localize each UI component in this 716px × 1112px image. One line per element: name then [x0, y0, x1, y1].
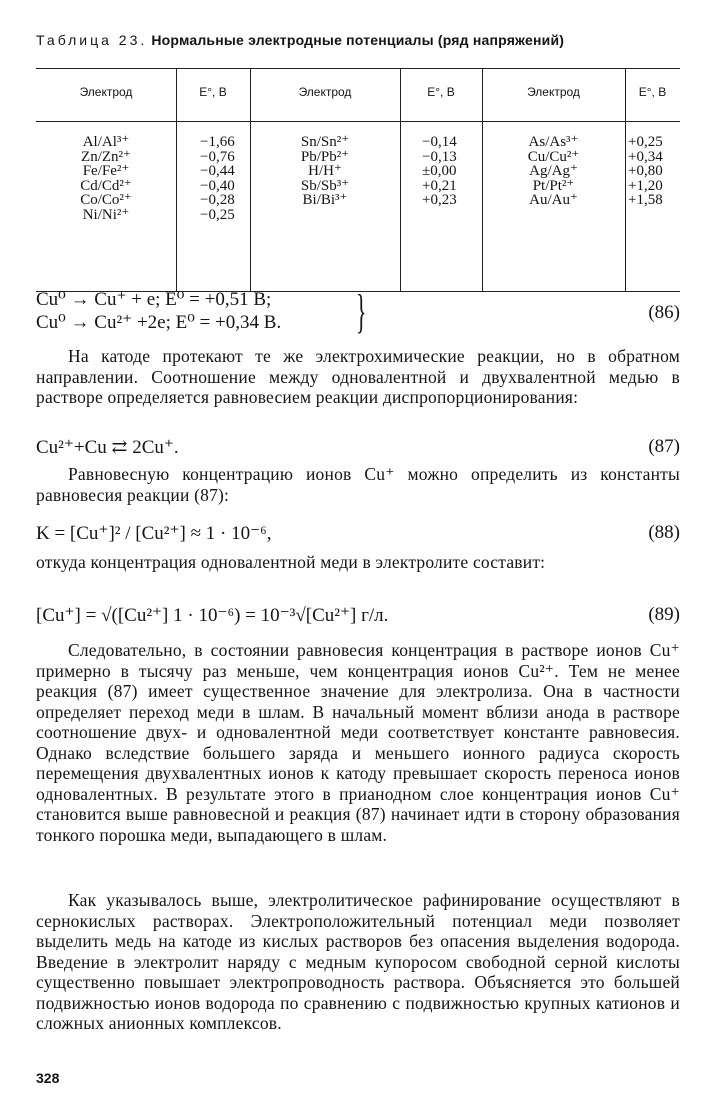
paragraph-1: На катоде протекают те же электрохимические реакции, но в обратном направлении. Соотношение между одновалентной и двухвалентной медью в растворе определяется равновесием реакции диспропорционирования: [36, 346, 680, 407]
col3-electrodes: As/As³⁺ Cu/Cu²⁺ Ag/Ag⁺ Pt/Pt²⁺ Au/Au⁺ [527, 134, 580, 209]
equation-88: K = [Cu⁺]² / [Cu²⁺] ≈ 1 · 10⁻⁶, [36, 523, 272, 544]
equation-89-number: (89) [648, 604, 680, 625]
potentials-table [36, 68, 680, 292]
col2-electrodes: Sn/Sn²⁺ Pb/Pb²⁺ H/H⁺ Sb/Sb³⁺ Bi/Bi³⁺ [300, 134, 350, 209]
col1-electrodes: Al/Al³⁺ Zn/Zn²⁺ Fe/Fe²⁺ Cd/Cd²⁺ Co/Co²⁺ Ni/Ni²⁺ [80, 134, 132, 223]
equation-86-number: (86) [648, 302, 680, 323]
table-caption [36, 32, 680, 48]
table-caption-title: Нормальные электродные потенциалы (ряд напряжений) [151, 32, 565, 48]
page-number: 328 [36, 1070, 60, 1086]
equation-88-number: (88) [648, 522, 680, 543]
header-potential-3: E°, В [638, 85, 667, 99]
paragraph-2: Равновесную концентрацию ионов Cu⁺ можно определить из константы равновесия реакции (87): [36, 464, 680, 505]
paragraph-5: Как указывалось выше, электролитическое рафинирование осуществляют в сернокислых растворах. Электроположительный потенциал меди позволяет выделить медь на катоде из кислых растворов без опасения выделения водорода. Введение в электролит наряду с медным купоросом свободной серной кислоты существенно повышает электропроводность раствора. Объясняется это большей подвижностью ионов водорода по сравнению с подвижностью крупных катионов и сложных анионных комплексов. [36, 890, 680, 1033]
equation-89: [Cu⁺] = √([Cu²⁺] 1 · 10⁻⁶) = 10⁻³√[Cu²⁺] г/л. [36, 605, 389, 626]
header-potential-2: E°, В [427, 85, 455, 99]
col2-values: −0,14 −0,13 ±0,00 +0,21 +0,23 [422, 134, 457, 209]
table-caption-lead: Таблица 23. [36, 32, 148, 48]
equation-86-line2: Cu⁰ → Cu²⁺ +2e; E⁰ = +0,34 В. [36, 312, 282, 333]
header-potential-1: E°, В [199, 85, 227, 99]
paragraph-4: Следовательно, в состоянии равновесия концентрация в растворе ионов Cu⁺ примерно в тысячу раз меньше, чем концентрация ионов Cu²⁺. Тем не менее реакция (87) имеет существенное значение для электролиза. Она в частности определяет переход меди в шлам. В начальный момент вблизи анода в растворе соотношение двух- и одновалентной меди соответствует константе равновесия. Однако вследствие большего заряда и меньшего ионного радиуса скорость перемещения двухвалентных ионов к катоду превышает скорость переноса ионов одновалентных. В результате этого в прианодном слое концентрация ионов Cu⁺ становится выше равновесной и реакция (87) начинает идти в сторону образования тонкого порошка меди, выпадающего в шлам. [36, 640, 680, 845]
equation-87-number: (87) [648, 436, 680, 457]
brace-symbol: } [356, 285, 367, 338]
paragraph-3: откуда концентрация одновалентной меди в электролите составит: [36, 552, 546, 572]
col1-values: −1,66 −0,76 −0,44 −0,40 −0,28 −0,25 [200, 134, 235, 223]
equation-86 [36, 288, 281, 334]
header-electrode-2: Электрод [298, 85, 352, 99]
header-electrode-3: Электрод [527, 85, 580, 99]
equation-87: Cu²⁺+Cu ⇄ 2Cu⁺. [36, 437, 179, 458]
col3-values: +0,25 +0,34 +0,80 +1,20 +1,58 [628, 134, 663, 209]
equation-86-line1: Cu⁰ → Cu⁺ + e; E⁰ = +0,51 В; [36, 289, 272, 310]
header-electrode-1: Электрод [79, 85, 133, 99]
